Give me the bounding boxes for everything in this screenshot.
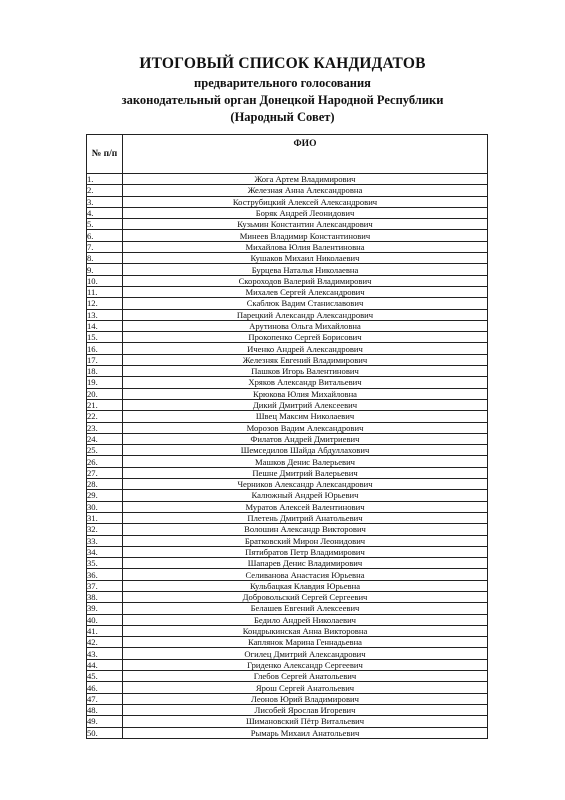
table-row <box>87 558 488 569</box>
column-header-number: № п/п <box>87 135 123 174</box>
table-row <box>87 286 488 297</box>
row-number: 32. <box>87 524 123 535</box>
table-row <box>87 467 488 478</box>
row-number: 38. <box>87 591 123 602</box>
table-row <box>87 174 488 185</box>
row-number: 19. <box>87 377 123 388</box>
table-row <box>87 264 488 275</box>
candidate-name: Каплянок Марина Геннадьевна <box>123 637 488 648</box>
candidate-name: Братковский Мирон Леонидович <box>123 535 488 546</box>
candidate-name: Калюжный Андрей Юрьевич <box>123 490 488 501</box>
row-number: 25. <box>87 445 123 456</box>
candidate-name: Минеев Владимир Константинович <box>123 230 488 241</box>
row-number: 11. <box>87 286 123 297</box>
table-row <box>87 309 488 320</box>
candidate-name: Плетень Дмитрий Анатольевич <box>123 512 488 523</box>
candidate-name: Скаблюк Вадим Станиславович <box>123 298 488 309</box>
candidate-name: Крюкова Юлия Михайловна <box>123 388 488 399</box>
table-row <box>87 704 488 715</box>
row-number: 18. <box>87 366 123 377</box>
candidate-name: Пашков Игорь Валентинович <box>123 366 488 377</box>
row-number: 12. <box>87 298 123 309</box>
row-number: 1. <box>87 174 123 185</box>
row-number: 44. <box>87 659 123 670</box>
row-number: 35. <box>87 558 123 569</box>
document-subtitle-council: (Народный Совет) <box>230 110 335 124</box>
candidate-name: Глебов Сергей Анатольевич <box>123 671 488 682</box>
table-row <box>87 727 488 738</box>
row-number: 13. <box>87 309 123 320</box>
candidate-name: Кульбацкая Клавдия Юрьевна <box>123 580 488 591</box>
table-row <box>87 411 488 422</box>
row-number: 49. <box>87 716 123 727</box>
candidate-name: Железная Анна Александровна <box>123 185 488 196</box>
candidate-name: Швец Максим Николаевич <box>123 411 488 422</box>
candidate-name: Лисобей Ярослав Игоревич <box>123 704 488 715</box>
table-row <box>87 185 488 196</box>
candidate-name: Прокопенко Сергей Борисович <box>123 332 488 343</box>
candidate-name: Морозов Вадим Александрович <box>123 422 488 433</box>
document-subtitle: предварительного голосования <box>194 76 371 90</box>
table-row <box>87 377 488 388</box>
table-row <box>87 637 488 648</box>
candidate-name: Боряк Андрей Леонидович <box>123 207 488 218</box>
table-row <box>87 693 488 704</box>
column-header-name: ФИО <box>123 135 488 174</box>
table-row <box>87 230 488 241</box>
table-row <box>87 219 488 230</box>
table-row <box>87 354 488 365</box>
table-row <box>87 241 488 252</box>
candidate-name: Железняк Евгений Владимирович <box>123 354 488 365</box>
table-row <box>87 196 488 207</box>
row-number: 42. <box>87 637 123 648</box>
candidate-name: Леонов Юрий Владимирович <box>123 693 488 704</box>
row-number: 34. <box>87 546 123 557</box>
table-row <box>87 580 488 591</box>
row-number: 21. <box>87 399 123 410</box>
candidate-name: Пешне Дмитрий Валерьевич <box>123 467 488 478</box>
candidate-name: Кузьмин Константин Александрович <box>123 219 488 230</box>
candidate-name: Бурцева Наталья Николаевна <box>123 264 488 275</box>
table-row <box>87 275 488 286</box>
table-row <box>87 456 488 467</box>
row-number: 26. <box>87 456 123 467</box>
candidate-name: Кушаков Михаил Николаевич <box>123 253 488 264</box>
row-number: 39. <box>87 603 123 614</box>
table-row <box>87 343 488 354</box>
row-number: 40. <box>87 614 123 625</box>
candidates-table-body <box>87 174 488 739</box>
candidate-name: Иченко Андрей Александрович <box>123 343 488 354</box>
row-number: 46. <box>87 682 123 693</box>
row-number: 50. <box>87 727 123 738</box>
row-number: 43. <box>87 648 123 659</box>
row-number: 41. <box>87 625 123 636</box>
candidate-name: Кострубицкий Алексей Александрович <box>123 196 488 207</box>
table-row <box>87 671 488 682</box>
row-number: 33. <box>87 535 123 546</box>
candidate-name: Черников Александр Александрович <box>123 479 488 490</box>
row-number: 45. <box>87 671 123 682</box>
table-row <box>87 682 488 693</box>
table-row <box>87 479 488 490</box>
table-row <box>87 524 488 535</box>
candidate-name: Шемседилов Шайда Абдуллахович <box>123 445 488 456</box>
table-row <box>87 332 488 343</box>
candidate-name: Филатов Андрей Дмитриевич <box>123 433 488 444</box>
table-row <box>87 535 488 546</box>
table-row <box>87 546 488 557</box>
row-number: 29. <box>87 490 123 501</box>
row-number: 16. <box>87 343 123 354</box>
candidate-name: Волошин Александр Викторович <box>123 524 488 535</box>
document-subtitle-organ: законодательный орган Донецкой Народной Республики <box>121 93 444 107</box>
candidate-name: Селиванова Анастасия Юрьевна <box>123 569 488 580</box>
candidate-name: Арутинова Ольга Михайловна <box>123 320 488 331</box>
table-row <box>87 433 488 444</box>
row-number: 47. <box>87 693 123 704</box>
table-row <box>87 422 488 433</box>
candidate-name: Гриденко Александр Сергеевич <box>123 659 488 670</box>
row-number: 48. <box>87 704 123 715</box>
row-number: 37. <box>87 580 123 591</box>
row-number: 24. <box>87 433 123 444</box>
row-number: 31. <box>87 512 123 523</box>
row-number: 4. <box>87 207 123 218</box>
candidate-name: Парецкий Александр Александрович <box>123 309 488 320</box>
candidate-name: Машков Денис Валерьевич <box>123 456 488 467</box>
row-number: 23. <box>87 422 123 433</box>
table-row <box>87 591 488 602</box>
row-number: 28. <box>87 479 123 490</box>
table-row <box>87 501 488 512</box>
candidate-name: Жога Артем Владимирович <box>123 174 488 185</box>
table-row <box>87 659 488 670</box>
row-number: 14. <box>87 320 123 331</box>
candidate-name: Скороходов Валерий Владимирович <box>123 275 488 286</box>
row-number: 15. <box>87 332 123 343</box>
row-number: 2. <box>87 185 123 196</box>
candidate-name: Шимановский Пётр Витальевич <box>123 716 488 727</box>
candidate-name: Шапарев Денис Владимирович <box>123 558 488 569</box>
document-title: ИТОГОВЫЙ СПИСОК КАНДИДАТОВ <box>139 55 426 72</box>
table-row <box>87 625 488 636</box>
candidate-name: Муратов Алексей Валентинович <box>123 501 488 512</box>
candidate-name: Ярош Сергей Анатольевич <box>123 682 488 693</box>
candidate-name: Хряков Александр Витальевич <box>123 377 488 388</box>
table-row <box>87 512 488 523</box>
table-row <box>87 366 488 377</box>
table-row <box>87 253 488 264</box>
row-number: 6. <box>87 230 123 241</box>
row-number: 7. <box>87 241 123 252</box>
candidate-name: Белашев Евгений Алексеевич <box>123 603 488 614</box>
table-row <box>87 298 488 309</box>
table-row <box>87 388 488 399</box>
table-row <box>87 614 488 625</box>
table-row <box>87 490 488 501</box>
table-row <box>87 603 488 614</box>
row-number: 20. <box>87 388 123 399</box>
row-number: 8. <box>87 253 123 264</box>
candidate-name: Рымарь Михаил Анатольевич <box>123 727 488 738</box>
candidate-name: Михалев Сергей Александрович <box>123 286 488 297</box>
row-number: 27. <box>87 467 123 478</box>
candidate-name: Огилец Дмитрий Александрович <box>123 648 488 659</box>
row-number: 17. <box>87 354 123 365</box>
candidate-name: Дикий Дмитрий Алексеевич <box>123 399 488 410</box>
row-number: 22. <box>87 411 123 422</box>
candidates-table <box>86 134 488 739</box>
row-number: 36. <box>87 569 123 580</box>
row-number: 9. <box>87 264 123 275</box>
candidate-name: Кондрыкинская Анна Викторовна <box>123 625 488 636</box>
table-row <box>87 320 488 331</box>
table-row <box>87 207 488 218</box>
table-row <box>87 716 488 727</box>
row-number: 3. <box>87 196 123 207</box>
row-number: 10. <box>87 275 123 286</box>
table-row <box>87 399 488 410</box>
candidate-name: Михайлова Юлия Валентиновна <box>123 241 488 252</box>
table-row <box>87 445 488 456</box>
candidate-name: Добровольский Сергей Сергеевич <box>123 591 488 602</box>
table-row <box>87 648 488 659</box>
row-number: 30. <box>87 501 123 512</box>
candidate-name: Пятибратов Петр Владимирович <box>123 546 488 557</box>
table-header-row <box>87 135 488 174</box>
candidate-name: Бедило Андрей Николаевич <box>123 614 488 625</box>
table-row <box>87 569 488 580</box>
row-number: 5. <box>87 219 123 230</box>
